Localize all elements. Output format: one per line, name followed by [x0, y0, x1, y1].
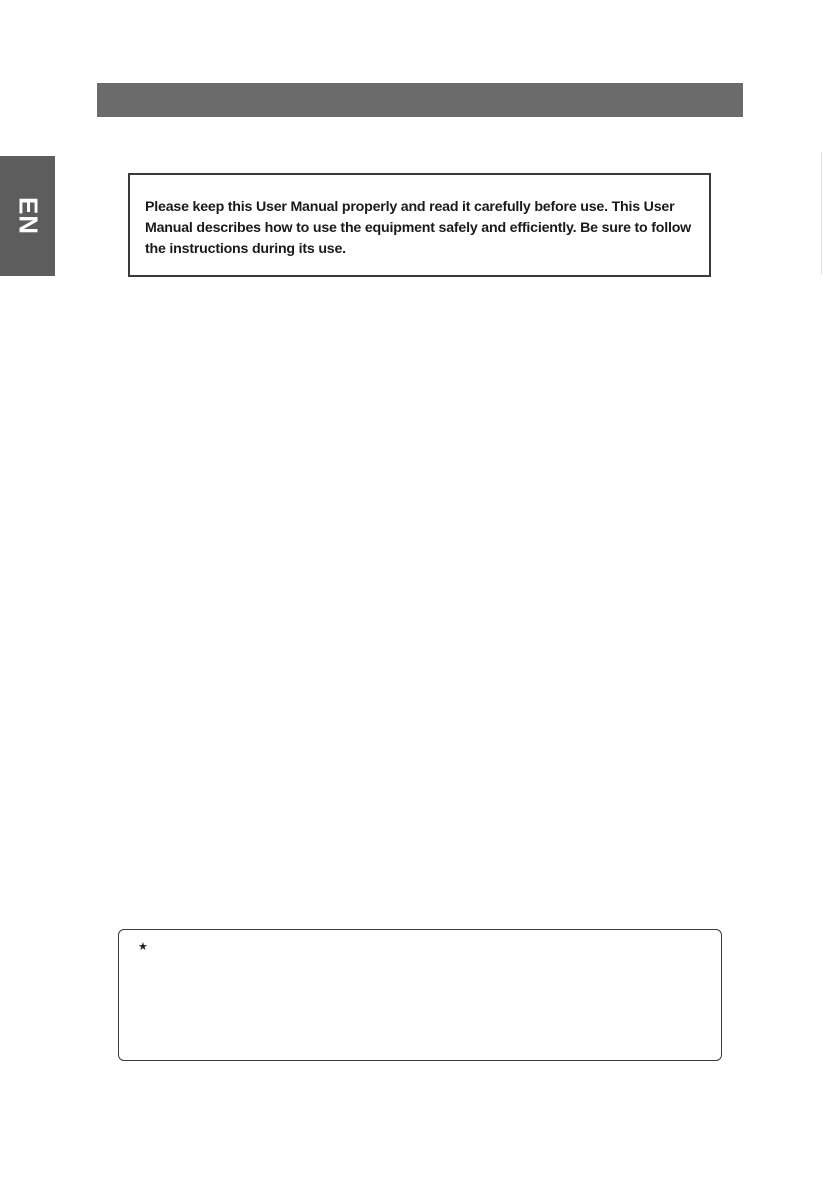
- star-icon: ★: [138, 940, 148, 953]
- notice-text: Please keep this User Manual properly and read it carefully before use. This User Manual describes how to use the equipment safely and efficiently. Be sure to follow the instructions during its use.: [145, 199, 692, 257]
- note-box: [118, 929, 722, 1061]
- language-tab-label: EN: [13, 196, 43, 236]
- header-bar: [97, 83, 743, 117]
- page-edge-mark: [821, 152, 822, 274]
- language-tab: [0, 156, 55, 276]
- notice-box: [128, 173, 711, 277]
